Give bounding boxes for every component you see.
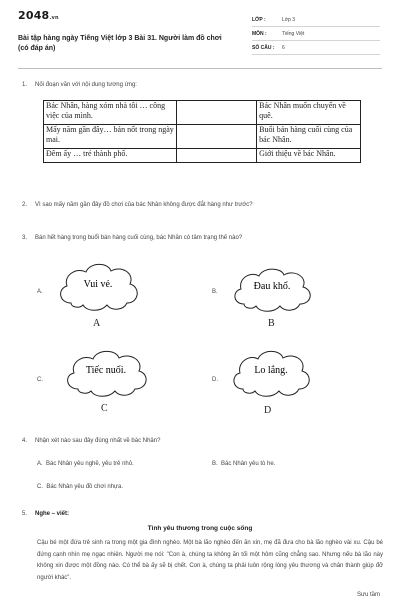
answer-c[interactable] bbox=[37, 484, 123, 490]
question-5 bbox=[22, 511, 382, 521]
question-number: 5. bbox=[22, 511, 28, 517]
option-b-caption: B bbox=[268, 318, 275, 329]
table-row bbox=[44, 101, 361, 125]
question-text: Vì sao mấy năm gần đây đồ chơi của bác Nhân không được đắt hàng như trước? bbox=[35, 202, 253, 208]
option-c-caption: C bbox=[101, 403, 108, 414]
meta-label: LỚP : bbox=[252, 17, 266, 23]
question-2 bbox=[22, 202, 382, 212]
option-d-cloud[interactable] bbox=[227, 345, 315, 401]
question-text: Bán hết hàng trong buổi bán hàng cuối cùng, bác Nhân có tâm trạng thế nào? bbox=[35, 235, 243, 241]
match-left-cell[interactable]: Đêm ấy … trẻ thành phố. bbox=[44, 149, 177, 163]
answer-b[interactable] bbox=[212, 461, 275, 467]
meta-value: 6 bbox=[282, 45, 285, 51]
meta-label: MÔN : bbox=[252, 31, 267, 37]
question-4 bbox=[22, 438, 382, 448]
option-d-letter: D. bbox=[212, 377, 218, 383]
option-a-text: Vui vẻ. bbox=[83, 279, 113, 290]
question-text: Nối đoạn văn với nội dung tương ứng: bbox=[35, 82, 137, 88]
option-a-letter: A. bbox=[37, 289, 43, 295]
question-text: Nhận xét nào sau đây đúng nhất về bác Nhân? bbox=[35, 438, 161, 444]
answer-text: Bác Nhân yêu tò he. bbox=[221, 461, 276, 467]
page-title: Bài tập hàng ngày Tiếng Việt lớp 3 Bài 31. Người làm đồ chơi (có đáp án) bbox=[18, 35, 222, 52]
header-divider bbox=[18, 68, 382, 69]
option-c-letter: C. bbox=[37, 377, 43, 383]
question-number: 2. bbox=[22, 202, 28, 208]
match-left-cell[interactable]: Bác Nhân, hàng xóm nhà tôi … công việc của mình. bbox=[44, 101, 177, 125]
site-logo[interactable] bbox=[18, 9, 59, 22]
table-row bbox=[44, 125, 361, 149]
meta-subject bbox=[252, 28, 380, 41]
option-b-letter: B. bbox=[212, 289, 218, 295]
question-3 bbox=[22, 235, 382, 245]
match-spacer-cell bbox=[177, 149, 257, 163]
match-right-cell[interactable]: Giới thiệu về bác Nhân. bbox=[257, 149, 361, 163]
option-a-caption: A bbox=[93, 318, 101, 329]
matching-table bbox=[43, 100, 361, 163]
meta-value: Tiếng Việt bbox=[282, 31, 305, 37]
question-text: Nghe – viết: bbox=[35, 511, 70, 517]
option-a-cloud[interactable] bbox=[53, 257, 143, 315]
question-number: 1. bbox=[22, 82, 28, 88]
option-b-cloud[interactable] bbox=[228, 262, 316, 316]
option-d-text: Lo lắng. bbox=[254, 365, 288, 376]
meta-value: Lớp 3 bbox=[282, 17, 296, 23]
story-title: Tình yêu thương trong cuộc sống bbox=[147, 525, 253, 532]
answer-letter: B. bbox=[212, 461, 218, 467]
option-c-text: Tiếc nuối. bbox=[85, 365, 127, 376]
logo-domain: .vn bbox=[49, 15, 59, 21]
match-right-cell[interactable]: Bác Nhân muốn chuyển về quê. bbox=[257, 101, 361, 125]
answer-text: Bác Nhân yêu đồ chơi nhựa. bbox=[46, 484, 124, 490]
answer-text: Bác Nhân yêu nghề, yêu trẻ nhỏ. bbox=[46, 461, 134, 467]
meta-label: SỐ CÂU : bbox=[252, 45, 275, 51]
story-paragraph: Cậu bé một đứa trẻ sinh ra trong một gia đình nghèo. Một bà lão nghèo đến ăn xin, mẹ đã đưa cho bà lão nghèo vài xu. Cậu bé đứng cạnh nhìn mẹ ngạc nhiên. Người mẹ nói: "Con à, chúng ta không ăn tối một hôm cũng chẳng sao. Nhưng nếu bà lão này không xin được một đồng nào. Có thể bà ấy sẽ bị chết. Con à, chúng ta phải luôn rộng lòng yêu thương và chân thành giúp đỡ người khác". bbox=[37, 540, 383, 582]
answer-letter: A. bbox=[37, 461, 43, 467]
match-spacer-cell bbox=[177, 101, 257, 125]
question-1 bbox=[22, 82, 382, 92]
logo-text: 2048 bbox=[18, 9, 50, 22]
table-row bbox=[44, 149, 361, 163]
answer-a[interactable] bbox=[37, 461, 134, 467]
question-number: 4. bbox=[22, 438, 28, 444]
question-number: 3. bbox=[22, 235, 28, 241]
option-b-text: Đau khổ. bbox=[253, 281, 291, 292]
match-right-cell[interactable]: Buổi bán hàng cuối cùng của bác Nhân. bbox=[257, 125, 361, 149]
match-spacer-cell bbox=[177, 125, 257, 149]
match-left-cell[interactable]: Mấy năm gần đây… bán nốt trong ngày mai. bbox=[44, 125, 177, 149]
option-c-cloud[interactable] bbox=[60, 345, 152, 401]
option-d-caption: D bbox=[264, 405, 272, 416]
meta-question-count bbox=[252, 42, 380, 55]
meta-grade bbox=[252, 14, 380, 27]
answer-letter: C. bbox=[37, 484, 43, 490]
story-source: Sưu tầm bbox=[356, 592, 380, 598]
